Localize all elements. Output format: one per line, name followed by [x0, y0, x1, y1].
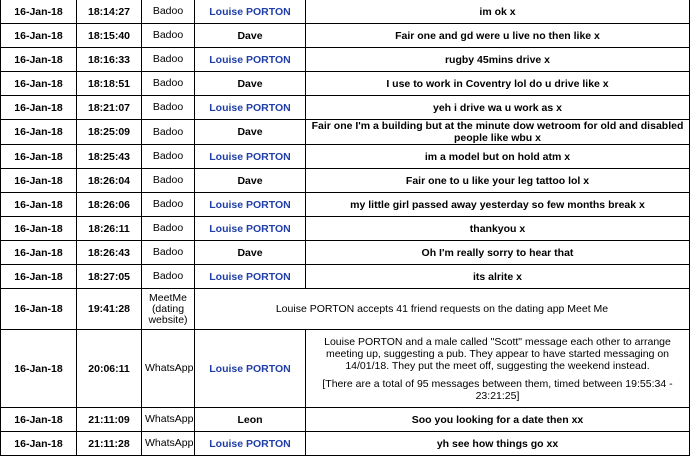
sender-cell: Louise PORTON [195, 330, 306, 408]
platform-cell: Badoo [142, 120, 195, 145]
message-cell: I use to work in Coventry lol do u drive like x [306, 72, 690, 96]
narrative-cell: Louise PORTON accepts 41 friend requests on the dating app Meet Me [195, 289, 690, 330]
platform-cell: Badoo [142, 24, 195, 48]
platform-cell: Badoo [142, 193, 195, 217]
narrative-note: [There are a total of 95 messages between them, timed between 19:55:34 - 23:21:25] [322, 377, 673, 402]
message-cell: Fair one I'm a building but at the minute dow wetroom for old and disabled people like wbu x [306, 120, 690, 145]
sender-cell: Leon [195, 408, 306, 432]
table-row [1, 241, 690, 265]
time-cell: 18:14:27 [77, 0, 142, 24]
message-cell: yh see how things go xx [306, 432, 690, 456]
platform-cell: Badoo [142, 265, 195, 289]
narrative-text: Louise PORTON and a male called "Scott" message each other to arrange meeting up, suggesting a pub. They appear to have started messaging on 14/01/18. They put the meet off, suggesting the weekend instead. [324, 335, 671, 372]
time-cell: 18:15:40 [77, 24, 142, 48]
table-row [1, 48, 690, 72]
platform-cell: Badoo [142, 72, 195, 96]
table-row [1, 408, 690, 432]
platform-cell: MeetMe (dating website) [142, 289, 195, 330]
message-cell: Fair one to u like your leg tattoo lol x [306, 169, 690, 193]
platform-cell: Badoo [142, 96, 195, 120]
sender-cell: Dave [195, 24, 306, 48]
sender-cell: Dave [195, 169, 306, 193]
sender-cell: Louise PORTON [195, 145, 306, 169]
message-cell: thankyou x [306, 217, 690, 241]
sender-cell: Louise PORTON [195, 432, 306, 456]
platform-cell: Badoo [142, 217, 195, 241]
time-cell: 18:25:09 [77, 120, 142, 145]
date-cell: 16-Jan-18 [1, 48, 77, 72]
sender-cell: Dave [195, 72, 306, 96]
table-row [1, 217, 690, 241]
table-row [1, 265, 690, 289]
table-row [1, 169, 690, 193]
date-cell: 16-Jan-18 [1, 193, 77, 217]
date-cell: 16-Jan-18 [1, 24, 77, 48]
sender-cell: Dave [195, 241, 306, 265]
platform-cell: Badoo [142, 0, 195, 24]
date-cell: 16-Jan-18 [1, 96, 77, 120]
time-cell: 18:26:06 [77, 193, 142, 217]
time-cell: 18:16:33 [77, 48, 142, 72]
platform-cell: WhatsApp [142, 408, 195, 432]
time-cell: 21:11:09 [77, 408, 142, 432]
date-cell: 16-Jan-18 [1, 0, 77, 24]
sender-cell: Louise PORTON [195, 96, 306, 120]
time-cell: 19:41:28 [77, 289, 142, 330]
time-cell: 18:25:43 [77, 145, 142, 169]
time-cell: 18:21:07 [77, 96, 142, 120]
table-row [1, 432, 690, 456]
sender-cell: Louise PORTON [195, 217, 306, 241]
sender-cell: Louise PORTON [195, 193, 306, 217]
message-cell: yeh i drive wa u work as x [306, 96, 690, 120]
date-cell: 16-Jan-18 [1, 217, 77, 241]
narrative-cell [306, 330, 690, 408]
time-cell: 18:18:51 [77, 72, 142, 96]
time-cell: 20:06:11 [77, 330, 142, 408]
time-cell: 21:11:28 [77, 432, 142, 456]
platform-cell: WhatsApp [142, 432, 195, 456]
time-cell: 18:26:43 [77, 241, 142, 265]
date-cell: 16-Jan-18 [1, 289, 77, 330]
platform-cell: Badoo [142, 241, 195, 265]
sender-cell: Dave [195, 120, 306, 145]
platform-cell: Badoo [142, 48, 195, 72]
table-row [1, 193, 690, 217]
sender-cell: Louise PORTON [195, 48, 306, 72]
platform-cell: Badoo [142, 169, 195, 193]
time-cell: 18:27:05 [77, 265, 142, 289]
message-cell: Fair one and gd were u live no then like x [306, 24, 690, 48]
table-row [1, 330, 690, 408]
message-cell: Soo you looking for a date then xx [306, 408, 690, 432]
table-row [1, 120, 690, 145]
table-row [1, 24, 690, 48]
table-row [1, 72, 690, 96]
sender-cell: Louise PORTON [195, 0, 306, 24]
message-cell: im ok x [306, 0, 690, 24]
table-row [1, 145, 690, 169]
platform-cell: Badoo [142, 145, 195, 169]
date-cell: 16-Jan-18 [1, 265, 77, 289]
date-cell: 16-Jan-18 [1, 169, 77, 193]
platform-cell: WhatsApp [142, 330, 195, 408]
time-cell: 18:26:04 [77, 169, 142, 193]
message-cell: my little girl passed away yesterday so few months break x [306, 193, 690, 217]
date-cell: 16-Jan-18 [1, 120, 77, 145]
message-cell: rugby 45mins drive x [306, 48, 690, 72]
date-cell: 16-Jan-18 [1, 432, 77, 456]
message-log-body [1, 0, 690, 456]
table-row [1, 0, 690, 24]
sender-cell: Louise PORTON [195, 265, 306, 289]
message-cell: its alrite x [306, 265, 690, 289]
time-cell: 18:26:11 [77, 217, 142, 241]
table-row [1, 289, 690, 330]
date-cell: 16-Jan-18 [1, 72, 77, 96]
date-cell: 16-Jan-18 [1, 145, 77, 169]
table-row [1, 96, 690, 120]
date-cell: 16-Jan-18 [1, 241, 77, 265]
date-cell: 16-Jan-18 [1, 408, 77, 432]
date-cell: 16-Jan-18 [1, 330, 77, 408]
message-cell: im a model but on hold atm x [306, 145, 690, 169]
message-cell: Oh I'm really sorry to hear that [306, 241, 690, 265]
